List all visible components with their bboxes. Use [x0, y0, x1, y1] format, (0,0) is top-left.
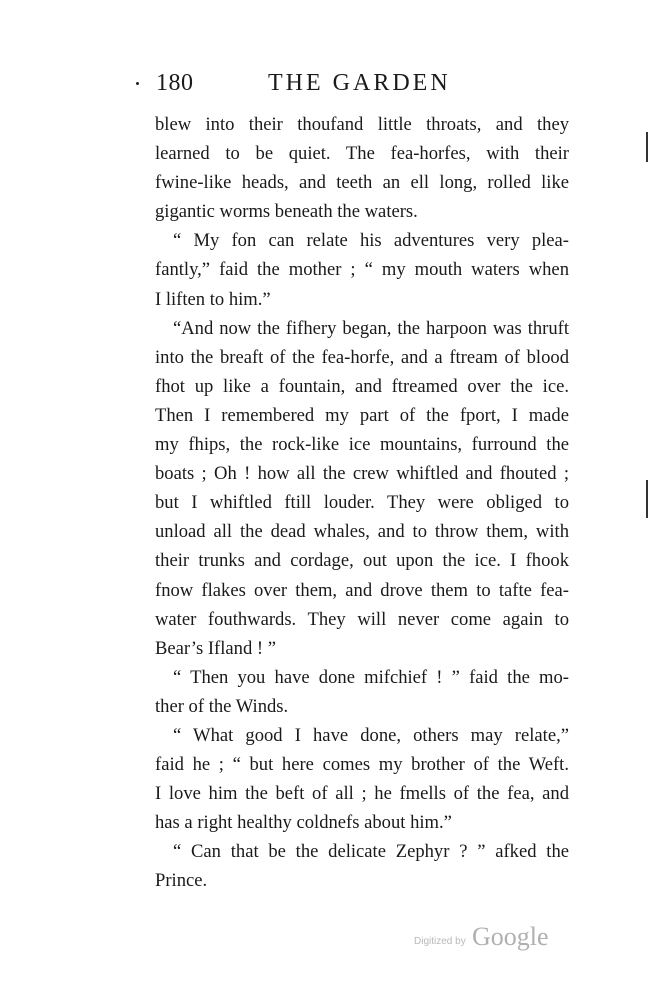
text-line: my fhips, the rock-like ice mountains, furround the [155, 434, 569, 456]
text-line: water fouthwards. They will never come again to [155, 608, 569, 630]
text-line: fantly,” faid the mother ; “ my mouth waters when [155, 259, 569, 281]
margin-mark [646, 480, 648, 518]
text-line: faid he ; “ but here comes my brother of the Weft. [155, 754, 569, 776]
margin-dot [136, 82, 139, 85]
google-logo: Google [472, 922, 549, 951]
text-line: but I whiftled ftill louder. They were obliged to [155, 492, 569, 514]
watermark-prefix: Digitized by [414, 936, 466, 947]
text-line: Bear’s Ifland ! ” [155, 637, 276, 659]
text-line: gigantic worms beneath the waters. [155, 201, 418, 223]
body-text [155, 110, 569, 896]
text-line: boats ; Oh ! how all the crew whiftled and fhouted ; [155, 463, 569, 485]
text-line: ther of the Winds. [155, 695, 289, 717]
text-line: fnow flakes over them, and drove them to tafte fea- [155, 579, 569, 601]
text-line: “ What good I have done, others may relate,” [173, 724, 569, 746]
margin-mark [646, 132, 648, 162]
text-line: “And now the fifhery began, the harpoon was thruft [173, 317, 569, 339]
page-number: 180 [156, 70, 194, 96]
text-line: “ Then you have done mifchief ! ” faid the mo- [173, 666, 569, 688]
text-line: Then I remembered my part of the fport, I made [155, 404, 569, 426]
text-line: fhot up like a fountain, and ftreamed over the ice. [155, 375, 569, 397]
text-line: unload all the dead whales, and to throw them, with [155, 521, 569, 543]
text-line: I love him the beft of all ; he fmells of the fea, and [155, 783, 569, 805]
text-line: Prince. [155, 870, 208, 892]
text-line: “ Can that be the delicate Zephyr ? ” afked the [173, 841, 569, 863]
text-line: has a right healthy coldnefs about him.” [155, 812, 452, 834]
text-line: fwine-like heads, and teeth an ell long, rolled like [155, 172, 569, 194]
text-line: learned to be quiet. The fea-horfes, with their [155, 143, 569, 165]
text-line: I liften to him.” [155, 288, 271, 310]
text-line: into the breaft of the fea-horfe, and a ftream of blood [155, 346, 569, 368]
text-line: “ My fon can relate his adventures very plea- [173, 230, 569, 252]
running-head: THE GARDEN [268, 70, 451, 96]
page-header [148, 70, 568, 100]
text-line: their trunks and cordage, out upon the ice. I fhook [155, 550, 569, 572]
text-line: blew into their thoufand little throats, and they [155, 114, 569, 135]
